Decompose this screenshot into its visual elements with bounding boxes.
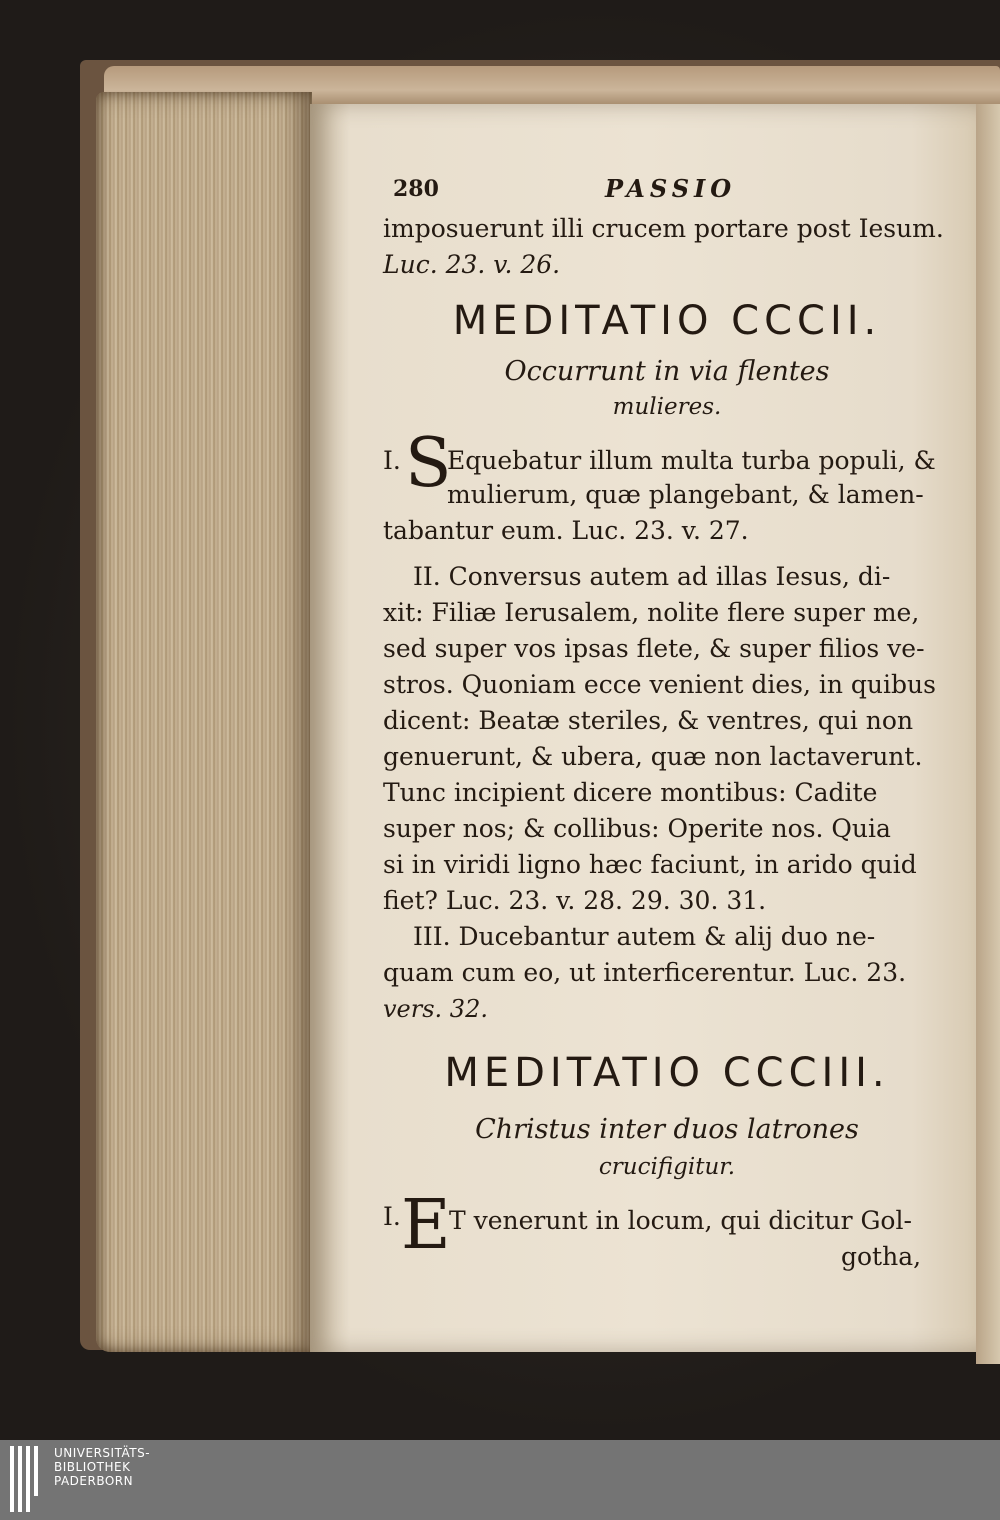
text-line: II. Conversus autem ad illas Iesus, di- xyxy=(413,562,891,591)
text-line: xit: Filiæ Ierusalem, nolite flere super me, xyxy=(383,598,920,627)
text-line: quam cum eo, ut interficerentur. Luc. 23. xyxy=(383,958,907,987)
text-line: sed super vos ipsas flete, & super filios ve- xyxy=(383,634,925,663)
text-line: gotha, xyxy=(841,1242,922,1271)
logo-line: BIBLIOTHEK xyxy=(54,1460,131,1474)
text-line: super nos; & collibus: Operite nos. Quia xyxy=(383,814,891,843)
text-line: tabantur eum. Luc. 23. v. 27. xyxy=(383,516,749,545)
meditation-subtitle: mulieres. xyxy=(612,394,722,420)
text-line: vers. 32. xyxy=(383,995,488,1023)
library-logo-icon xyxy=(10,1446,46,1512)
library-footer xyxy=(0,1440,1000,1520)
text-line: fiet? Luc. 23. v. 28. 29. 30. 31. xyxy=(383,886,767,915)
text-line: stros. Quoniam ecce venient dies, in quibus xyxy=(383,670,936,699)
facing-page-edge xyxy=(976,104,1000,1364)
text-line: genuerunt, & ubera, quæ non lactaverunt. xyxy=(383,742,923,771)
library-logo-text xyxy=(54,1446,150,1488)
meditation-subtitle: Occurrunt in via flentes xyxy=(504,356,830,387)
drop-capital: E xyxy=(401,1186,451,1265)
page-block-edges xyxy=(96,92,312,1352)
text-line: si in viridi ligno hæc faciunt, in arido quid xyxy=(383,850,917,879)
page-number: 280 xyxy=(393,176,439,202)
drop-capital: S xyxy=(405,424,452,503)
text-line: III. Ducebantur autem & alij duo ne- xyxy=(413,922,876,951)
meditation-subtitle: crucifigitur. xyxy=(598,1154,736,1180)
text-line: Equebatur illum multa turba populi, & xyxy=(447,446,936,475)
text-line: dicent: Beatæ steriles, & ventres, qui non xyxy=(383,706,914,735)
text-line: imposuerunt illi crucem portare post Iesum. xyxy=(383,214,944,243)
meditation-subtitle: Christus inter duos latrones xyxy=(475,1114,859,1145)
text-line: Luc. 23. v. 26. xyxy=(383,250,561,279)
text-line: Tunc incipient dicere montibus: Cadite xyxy=(383,778,878,807)
meditation-title: MEDITATIO CCCIII. xyxy=(444,1050,890,1096)
running-head: PASSIO xyxy=(605,174,737,203)
text-line: T venerunt in locum, qui dicitur Gol- xyxy=(449,1206,912,1235)
meditation-title: MEDITATIO CCCII. xyxy=(452,298,882,344)
logo-line: UNIVERSITÄTS- xyxy=(54,1446,151,1460)
text-line: mulierum, quæ plangebant, & lamen- xyxy=(447,480,924,509)
logo-line: PADERBORN xyxy=(54,1474,134,1488)
paragraph-number: I. xyxy=(383,446,401,475)
paragraph-number: I. xyxy=(383,1202,401,1231)
